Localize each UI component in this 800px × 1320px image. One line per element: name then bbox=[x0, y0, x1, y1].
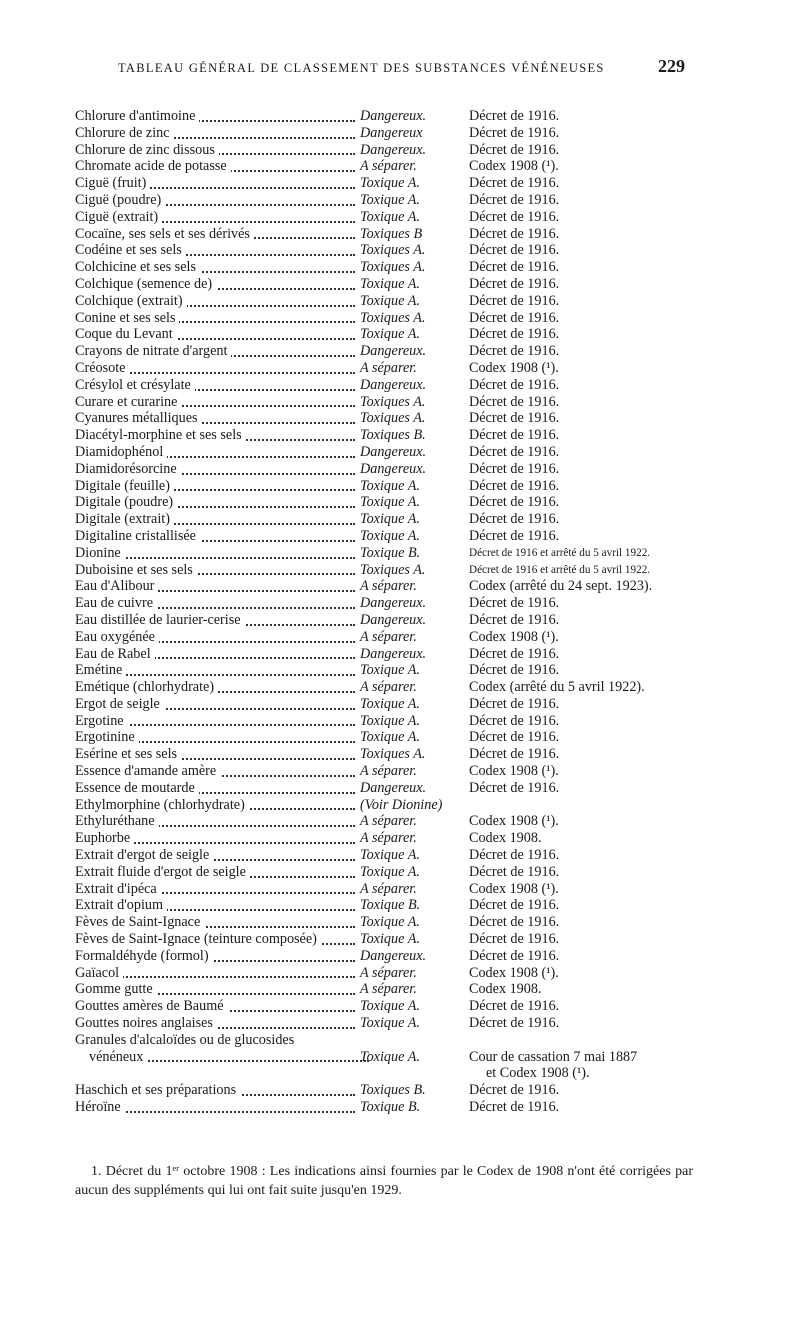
table-row bbox=[0, 797, 800, 814]
classification: Dangereux. bbox=[360, 141, 427, 158]
classification: A séparer. bbox=[360, 158, 417, 175]
substance-name: Gouttes noires anglaises bbox=[75, 1015, 355, 1032]
classification: Toxique A. bbox=[360, 729, 420, 746]
substance-name: Eau de cuivre bbox=[75, 595, 355, 612]
classification: Dangereux bbox=[360, 124, 423, 141]
substance-name: Diamidophénol bbox=[75, 444, 355, 461]
regulation-reference: Décret de 1916. bbox=[469, 998, 560, 1015]
substance-name: Digitale (feuille) bbox=[75, 478, 355, 495]
substance-name: Formaldéhyde (formol) bbox=[75, 948, 355, 965]
substance-name: Eau distillée de laurier-cerise bbox=[75, 612, 355, 629]
table-row bbox=[0, 1065, 800, 1082]
table-row bbox=[0, 595, 800, 612]
substance-name: Colchicine et ses sels bbox=[75, 259, 355, 276]
table-row bbox=[0, 511, 800, 528]
substance-table bbox=[0, 108, 800, 1116]
substance-name: Essence d'amande amère bbox=[75, 763, 355, 780]
table-row bbox=[0, 948, 800, 965]
table-row bbox=[0, 528, 800, 545]
page-number: 229 bbox=[658, 56, 685, 76]
classification: Toxique A. bbox=[360, 998, 420, 1015]
table-row bbox=[0, 360, 800, 377]
regulation-reference: Décret de 1916. bbox=[469, 494, 560, 511]
substance-name: Gaïacol bbox=[75, 965, 355, 982]
regulation-reference: Décret de 1916. bbox=[469, 931, 560, 948]
regulation-reference: Décret de 1916. bbox=[469, 712, 560, 729]
classification: Toxique A. bbox=[360, 175, 420, 192]
substance-name: Dionine bbox=[75, 545, 355, 562]
regulation-reference: Codex 1908 (¹). bbox=[469, 359, 559, 376]
table-row bbox=[0, 410, 800, 427]
regulation-reference: Décret de 1916. bbox=[469, 511, 560, 528]
table-row bbox=[0, 444, 800, 461]
substance-name: Fèves de Saint-Ignace bbox=[75, 914, 355, 931]
regulation-reference: Codex (arrêté du 5 avril 1922). bbox=[469, 679, 645, 696]
substance-name: Crésylol et crésylate bbox=[75, 377, 355, 394]
table-row bbox=[0, 914, 800, 931]
regulation-reference: Décret de 1916. bbox=[469, 175, 560, 192]
classification: A séparer. bbox=[360, 981, 417, 998]
substance-name: Curare et curarine bbox=[75, 394, 355, 411]
table-row bbox=[0, 1099, 800, 1116]
substance-name: Ergotine bbox=[75, 713, 355, 730]
substance-name: Chlorure de zinc dissous bbox=[75, 142, 355, 159]
substance-name: Ethylmorphine (chlorhydrate) bbox=[75, 797, 355, 814]
regulation-reference: Décret de 1916. bbox=[469, 242, 560, 259]
substance-name: Gomme gutte bbox=[75, 981, 355, 998]
table-row bbox=[0, 1049, 800, 1066]
table-row bbox=[0, 427, 800, 444]
classification: Dangereux. bbox=[360, 443, 427, 460]
substance-name: Granules d'alcaloïdes ou de glucosides bbox=[75, 1032, 355, 1049]
substance-name: Conine et ses sels bbox=[75, 310, 355, 327]
table-row bbox=[0, 662, 800, 679]
table-row bbox=[0, 897, 800, 914]
table-row bbox=[0, 931, 800, 948]
regulation-reference: Décret de 1916. bbox=[469, 292, 560, 309]
classification: Toxiques B. bbox=[360, 1082, 426, 1099]
regulation-reference: Décret de 1916. bbox=[469, 460, 560, 477]
table-row bbox=[0, 562, 800, 579]
substance-name: Chlorure d'antimoine bbox=[75, 108, 355, 125]
regulation-reference: Codex 1908 (¹). bbox=[469, 763, 559, 780]
table-row bbox=[0, 259, 800, 276]
substance-name: Emétine bbox=[75, 662, 355, 679]
classification: Toxiques A. bbox=[360, 561, 426, 578]
classification: Toxique A. bbox=[360, 1048, 420, 1065]
substance-name: Gouttes amères de Baumé bbox=[75, 998, 355, 1015]
table-row bbox=[0, 209, 800, 226]
regulation-reference: Décret de 1916. bbox=[469, 443, 560, 460]
regulation-reference: Décret de 1916. bbox=[469, 779, 560, 796]
regulation-reference: Décret de 1916. bbox=[469, 141, 560, 158]
substance-name: Cyanures métalliques bbox=[75, 410, 355, 427]
substance-name: Héroïne bbox=[75, 1099, 355, 1116]
regulation-reference: Décret de 1916. bbox=[469, 662, 560, 679]
classification: A séparer. bbox=[360, 578, 417, 595]
substance-name: Digitale (extrait) bbox=[75, 511, 355, 528]
table-row bbox=[0, 394, 800, 411]
classification: Dangereux. bbox=[360, 108, 427, 124]
regulation-reference: Décret de 1916. bbox=[469, 1082, 560, 1099]
regulation-reference: Décret de 1916. bbox=[469, 595, 560, 612]
table-row bbox=[0, 125, 800, 142]
table-row bbox=[0, 729, 800, 746]
regulation-reference: Décret de 1916. bbox=[469, 611, 560, 628]
classification: Toxiques A. bbox=[360, 746, 426, 763]
table-row bbox=[0, 293, 800, 310]
footnote: 1. Décret du 1ᵉʳ octobre 1908 : Les indications ainsi fournies par le Codex de 1908 n'ont été corrigées par aucun des suppléments qui lui ont fait suite jusqu'en 1929. bbox=[75, 1164, 693, 1198]
substance-name: Coque du Levant bbox=[75, 326, 355, 343]
classification: A séparer. bbox=[360, 964, 417, 981]
regulation-reference: Décret de 1916. bbox=[469, 275, 560, 292]
substance-name: Colchique (extrait) bbox=[75, 293, 355, 310]
classification: (Voir Dionine) bbox=[360, 796, 443, 813]
classification: Toxique B. bbox=[360, 1099, 421, 1116]
classification: Dangereux. bbox=[360, 947, 427, 964]
substance-name: Diamidorésorcine bbox=[75, 461, 355, 478]
regulation-reference: Décret de 1916. bbox=[469, 376, 560, 393]
table-row bbox=[0, 175, 800, 192]
regulation-reference: Décret de 1916 et arrêté du 5 avril 1922. bbox=[469, 546, 651, 559]
classification: A séparer. bbox=[360, 763, 417, 780]
table-row bbox=[0, 326, 800, 343]
table-row bbox=[0, 746, 800, 763]
classification: A séparer. bbox=[360, 679, 417, 696]
regulation-reference: Décret de 1916. bbox=[469, 527, 560, 544]
regulation-reference: Décret de 1916. bbox=[469, 477, 560, 494]
substance-name: Eau oxygénée bbox=[75, 629, 355, 646]
regulation-reference: Cour de cassation 7 mai 1887 bbox=[469, 1048, 638, 1065]
regulation-reference: Codex 1908. bbox=[469, 981, 542, 998]
table-row bbox=[0, 142, 800, 159]
regulation-reference: Décret de 1916. bbox=[469, 947, 560, 964]
substance-name: Esérine et ses sels bbox=[75, 746, 355, 763]
running-title: TABLEAU GÉNÉRAL DE CLASSEMENT DES SUBSTANCES VÉNÉNEUSES bbox=[118, 61, 605, 75]
regulation-reference: Décret de 1916. bbox=[469, 914, 560, 931]
table-row bbox=[0, 696, 800, 713]
regulation-reference: Décret de 1916. bbox=[469, 393, 560, 410]
regulation-reference: Décret de 1916. bbox=[469, 897, 560, 914]
substance-name: Euphorbe bbox=[75, 830, 355, 847]
regulation-reference: Décret de 1916. bbox=[469, 343, 560, 360]
table-row bbox=[0, 679, 800, 696]
classification: A séparer. bbox=[360, 880, 417, 897]
classification: Toxique A. bbox=[360, 863, 420, 880]
substance-name: vénéneux bbox=[89, 1049, 369, 1066]
classification: Toxique A. bbox=[360, 662, 420, 679]
substance-name: Digitale (poudre) bbox=[75, 494, 355, 511]
classification: A séparer. bbox=[360, 813, 417, 830]
regulation-reference: Décret de 1916. bbox=[469, 729, 560, 746]
table-row bbox=[0, 1032, 800, 1049]
classification: Toxique A. bbox=[360, 527, 420, 544]
classification: A séparer. bbox=[360, 830, 417, 847]
table-row bbox=[0, 881, 800, 898]
substance-name: Extrait d'opium bbox=[75, 897, 355, 914]
classification: Dangereux. bbox=[360, 645, 427, 662]
regulation-reference: Décret de 1916. bbox=[469, 124, 560, 141]
classification: Toxique B. bbox=[360, 544, 421, 561]
regulation-reference: Décret de 1916. bbox=[469, 410, 560, 427]
classification: Toxique A. bbox=[360, 275, 420, 292]
substance-name: Cocaïne, ses sels et ses dérivés bbox=[75, 226, 355, 243]
classification: Toxique A. bbox=[360, 326, 420, 343]
substance-name: Chromate acide de potasse bbox=[75, 158, 355, 175]
table-row bbox=[0, 713, 800, 730]
substance-name: Haschich et ses préparations bbox=[75, 1082, 355, 1099]
regulation-reference: Décret de 1916. bbox=[469, 427, 560, 444]
regulation-reference: Codex 1908 (¹). bbox=[469, 813, 559, 830]
classification: Toxique A. bbox=[360, 208, 420, 225]
substance-name: Colchique (semence de) bbox=[75, 276, 355, 293]
table-row bbox=[0, 226, 800, 243]
regulation-reference: Codex 1908 (¹). bbox=[469, 158, 559, 175]
classification: Toxique A. bbox=[360, 494, 420, 511]
substance-name: Eau d'Alibour bbox=[75, 578, 355, 595]
table-row bbox=[0, 847, 800, 864]
regulation-reference: Décret de 1916. bbox=[469, 847, 560, 864]
table-row bbox=[0, 629, 800, 646]
regulation-reference: Décret de 1916. bbox=[469, 645, 560, 662]
table-row bbox=[0, 763, 800, 780]
table-row bbox=[0, 377, 800, 394]
substance-name: Duboisine et ses sels bbox=[75, 562, 355, 579]
page-header bbox=[118, 56, 685, 77]
regulation-reference: Décret de 1916 et arrêté du 5 avril 1922. bbox=[469, 563, 651, 576]
classification: Toxique A. bbox=[360, 191, 420, 208]
substance-name: Fèves de Saint-Ignace (teinture composée) bbox=[75, 931, 355, 948]
classification: Toxique A. bbox=[360, 511, 420, 528]
regulation-reference: Décret de 1916. bbox=[469, 1015, 560, 1032]
classification: Toxiques A. bbox=[360, 309, 426, 326]
regulation-reference: Décret de 1916. bbox=[469, 208, 560, 225]
classification: Dangereux. bbox=[360, 376, 427, 393]
substance-name: Extrait d'ipéca bbox=[75, 881, 355, 898]
substance-name: Codéine et ses sels bbox=[75, 242, 355, 259]
classification: Dangereux. bbox=[360, 460, 427, 477]
regulation-reference: Décret de 1916. bbox=[469, 191, 560, 208]
classification: Toxique A. bbox=[360, 914, 420, 931]
table-row bbox=[0, 478, 800, 495]
classification: Toxique A. bbox=[360, 477, 420, 494]
classification: A séparer. bbox=[360, 628, 417, 645]
substance-name bbox=[75, 1065, 355, 1082]
substance-name: Eau de Rabel bbox=[75, 646, 355, 663]
table-row bbox=[0, 276, 800, 293]
classification: Toxiques A. bbox=[360, 242, 426, 259]
regulation-reference: Décret de 1916. bbox=[469, 863, 560, 880]
regulation-reference: Décret de 1916. bbox=[469, 225, 560, 242]
table-row bbox=[0, 108, 800, 125]
classification: Dangereux. bbox=[360, 779, 427, 796]
classification: Toxique A. bbox=[360, 1015, 420, 1032]
table-row bbox=[0, 545, 800, 562]
regulation-reference: Décret de 1916. bbox=[469, 309, 560, 326]
classification: Toxique A. bbox=[360, 695, 420, 712]
classification: Dangereux. bbox=[360, 611, 427, 628]
substance-name: Ethyluréthane bbox=[75, 813, 355, 830]
substance-name: Extrait fluide d'ergot de seigle bbox=[75, 864, 355, 881]
table-row bbox=[0, 646, 800, 663]
substance-name: Emétique (chlorhydrate) bbox=[75, 679, 355, 696]
classification: Toxique B. bbox=[360, 897, 421, 914]
table-row bbox=[0, 998, 800, 1015]
substance-name: Ciguë (fruit) bbox=[75, 175, 355, 192]
table-row bbox=[0, 192, 800, 209]
classification: Dangereux. bbox=[360, 595, 427, 612]
regulation-reference: Décret de 1916. bbox=[469, 746, 560, 763]
table-row bbox=[0, 830, 800, 847]
regulation-reference: Décret de 1916. bbox=[469, 1099, 560, 1116]
classification: Dangereux. bbox=[360, 343, 427, 360]
substance-name: Digitaline cristallisée bbox=[75, 528, 355, 545]
regulation-reference: Décret de 1916. bbox=[469, 695, 560, 712]
regulation-reference: Décret de 1916. bbox=[469, 259, 560, 276]
substance-name: Extrait d'ergot de seigle bbox=[75, 847, 355, 864]
substance-name: Ciguë (extrait) bbox=[75, 209, 355, 226]
substance-name: Crayons de nitrate d'argent bbox=[75, 343, 355, 360]
substance-name: Diacétyl-morphine et ses sels bbox=[75, 427, 355, 444]
table-row bbox=[0, 981, 800, 998]
substance-name: Ergotinine bbox=[75, 729, 355, 746]
table-row bbox=[0, 864, 800, 881]
table-row bbox=[0, 343, 800, 360]
regulation-reference: Décret de 1916. bbox=[469, 326, 560, 343]
substance-name: Chlorure de zinc bbox=[75, 125, 355, 142]
regulation-reference: Codex 1908 (¹). bbox=[469, 880, 559, 897]
table-row bbox=[0, 612, 800, 629]
regulation-reference: Codex 1908. bbox=[469, 830, 542, 847]
regulation-reference: Décret de 1916. bbox=[469, 108, 560, 124]
classification: A séparer. bbox=[360, 359, 417, 376]
substance-name: Essence de moutarde bbox=[75, 780, 355, 797]
substance-name: Ergot de seigle bbox=[75, 696, 355, 713]
classification: Toxiques A. bbox=[360, 259, 426, 276]
substance-name: Créosote bbox=[75, 360, 355, 377]
substance-name: Ciguë (poudre) bbox=[75, 192, 355, 209]
table-row bbox=[0, 813, 800, 830]
classification: Toxique A. bbox=[360, 931, 420, 948]
table-row bbox=[0, 461, 800, 478]
table-row bbox=[0, 780, 800, 797]
table-row bbox=[0, 965, 800, 982]
regulation-reference: Codex 1908 (¹). bbox=[469, 628, 559, 645]
table-row bbox=[0, 1082, 800, 1099]
regulation-reference-continued: et Codex 1908 (¹). bbox=[486, 1065, 590, 1082]
regulation-reference: Codex (arrêté du 24 sept. 1923). bbox=[469, 578, 653, 595]
classification: Toxique A. bbox=[360, 292, 420, 309]
classification: Toxiques A. bbox=[360, 410, 426, 427]
table-row bbox=[0, 242, 800, 259]
regulation-reference: Codex 1908 (¹). bbox=[469, 964, 559, 981]
table-row bbox=[0, 1015, 800, 1032]
classification: Toxique A. bbox=[360, 847, 420, 864]
table-row bbox=[0, 158, 800, 175]
table-row bbox=[0, 494, 800, 511]
classification: Toxiques B bbox=[360, 225, 423, 242]
table-row bbox=[0, 578, 800, 595]
classification: Toxiques B. bbox=[360, 427, 426, 444]
table-row bbox=[0, 310, 800, 327]
classification: Toxique A. bbox=[360, 712, 420, 729]
classification: Toxiques A. bbox=[360, 393, 426, 410]
